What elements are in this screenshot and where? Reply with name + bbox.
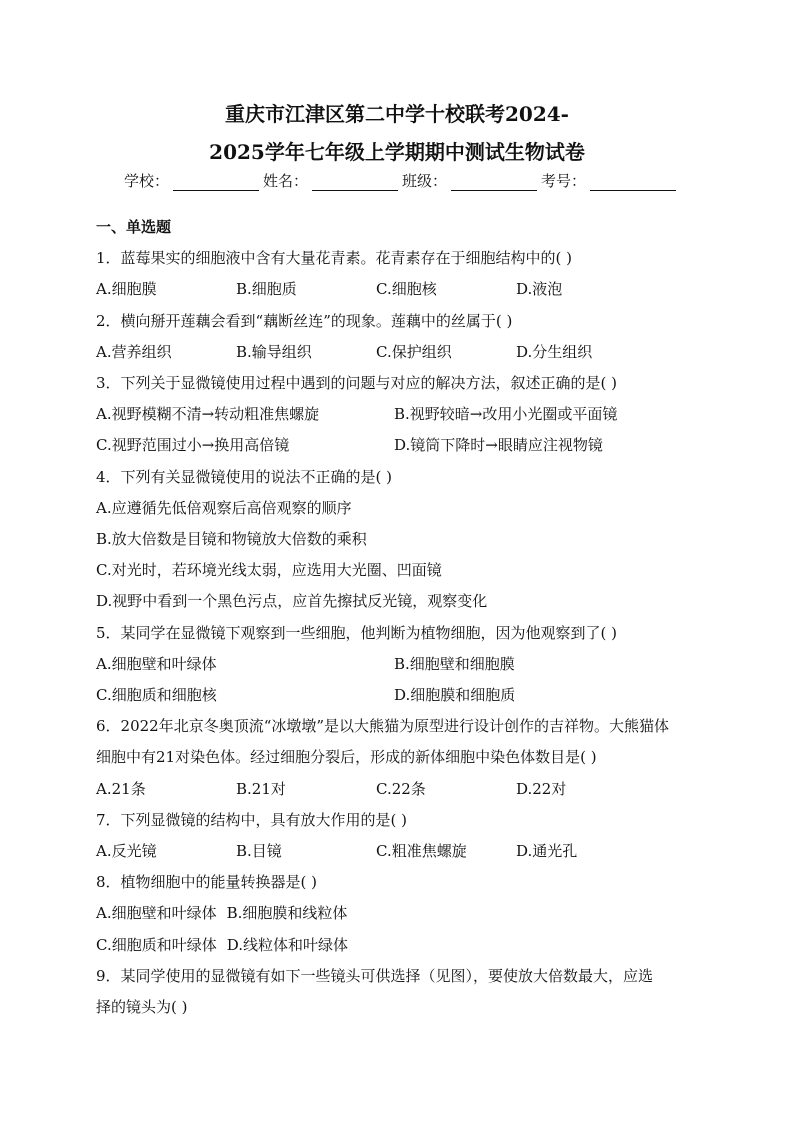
option-c: C.细胞核	[376, 280, 437, 299]
question-3-options-row2	[96, 430, 706, 461]
option-a: A.21条	[96, 779, 146, 798]
question-7-options	[96, 836, 706, 867]
option-d: D.通光孔	[516, 842, 578, 861]
option-a: A.细胞膜	[96, 280, 157, 299]
question-7-stem: 7．下列显微镜的结构中，具有放大作用的是( )	[96, 810, 408, 829]
option-a: A.细胞壁和叶绿体	[96, 654, 217, 673]
question-8-options-row2	[96, 930, 706, 961]
option-c: C.细胞质和叶绿体	[96, 935, 217, 954]
question-8-stem: 8．植物细胞中的能量转换器是( )	[96, 873, 318, 892]
option-a: A.反光镜	[96, 842, 157, 861]
number-label: 考号：	[541, 172, 587, 190]
question-3-options-row1	[96, 399, 706, 430]
class-label: 班级：	[402, 172, 448, 190]
option-a: A.应遵循先低倍观察后高倍观察的顺序	[96, 498, 352, 517]
option-b: B.21对	[236, 779, 286, 798]
option-b: B.细胞质	[236, 280, 297, 299]
question-1-stem: 1．蓝莓果实的细胞液中含有大量花青素。花青素存在于细胞结构中的( )	[96, 249, 573, 268]
name-blank[interactable]	[312, 174, 398, 191]
question-3-stem: 3．下列关于显微镜使用过程中遇到的问题与对应的解决方法，叙述正确的是( )	[96, 374, 618, 393]
school-label: 学校：	[124, 172, 170, 190]
question-5-stem: 5．某同学在显微镜下观察到一些细胞，他判断为植物细胞，因为他观察到了( )	[96, 623, 618, 642]
option-d: D.线粒体和叶绿体	[226, 935, 348, 954]
option-d: D.视野中看到一个黑色污点，应首先擦拭反光镜，观察变化	[96, 592, 488, 611]
option-d: D.镜筒下降时→眼睛应注视物镜	[394, 436, 603, 455]
exam-title-line2: 2025学年七年级上学期期中测试生物试卷	[209, 140, 585, 164]
school-blank[interactable]	[173, 174, 259, 191]
option-d: D.细胞膜和细胞质	[394, 686, 516, 705]
option-a: A.细胞壁和叶绿体	[96, 904, 217, 923]
question-8-options-row1	[96, 898, 706, 929]
option-c: C.22条	[376, 779, 426, 798]
option-c: C.细胞质和细胞核	[96, 686, 217, 705]
option-b: B.目镜	[236, 842, 282, 861]
name-label: 姓名：	[263, 172, 309, 190]
option-b: B.细胞膜和线粒体	[226, 904, 348, 923]
option-d: D.22对	[516, 779, 567, 798]
option-c: C.视野范围过小→换用高倍镜	[96, 436, 290, 455]
option-b: B.放大倍数是目镜和物镜放大倍数的乘积	[96, 530, 367, 549]
question-6-stem-line1: 6．2022年北京冬奥顶流“冰墩墩”是以大熊猫为原型进行设计创作的吉祥物。大熊猫体	[96, 717, 670, 736]
question-6-stem-line2: 细胞中有21对染色体。经过细胞分裂后，形成的新体细胞中染色体数目是( )	[96, 748, 597, 767]
option-a: A.营养组织	[96, 342, 172, 361]
question-5-options-row1	[96, 649, 706, 680]
option-b: B.细胞壁和细胞膜	[394, 654, 515, 673]
option-c: C.粗准焦螺旋	[376, 842, 467, 861]
student-info-row	[124, 170, 680, 191]
option-a: A.视野模糊不清→转动粗准焦螺旋	[96, 405, 320, 424]
question-9-stem-line2: 择的镜头为( )	[96, 998, 188, 1017]
exam-title-line1: 重庆市江津区第二中学十校联考2024-	[225, 102, 569, 126]
option-b: B.视野较暗→改用小光圈或平面镜	[394, 405, 618, 424]
option-b: B.输导组织	[236, 342, 312, 361]
question-6-options	[96, 774, 706, 805]
number-blank[interactable]	[590, 174, 676, 191]
option-c: C.保护组织	[376, 342, 452, 361]
question-1-options	[96, 274, 706, 305]
section-heading: 一、单选题	[96, 218, 172, 236]
question-4-stem: 4．下列有关显微镜使用的说法不正确的是( )	[96, 467, 393, 486]
option-d: D.分生组织	[516, 342, 593, 361]
question-list	[96, 212, 706, 1023]
question-5-options-row2	[96, 680, 706, 711]
option-d: D.液泡	[516, 280, 563, 299]
option-c: C.对光时，若环境光线太弱，应选用大光圈、凹面镜	[96, 561, 442, 580]
question-2-stem: 2．横向掰开莲藕会看到“藕断丝连”的现象。莲藕中的丝属于( )	[96, 311, 513, 330]
question-9-stem-line1: 9．某同学使用的显微镜有如下一些镜头可供选择（见图），要使放大倍数最大，应选	[96, 966, 654, 985]
class-blank[interactable]	[451, 174, 537, 191]
question-2-options	[96, 337, 706, 368]
